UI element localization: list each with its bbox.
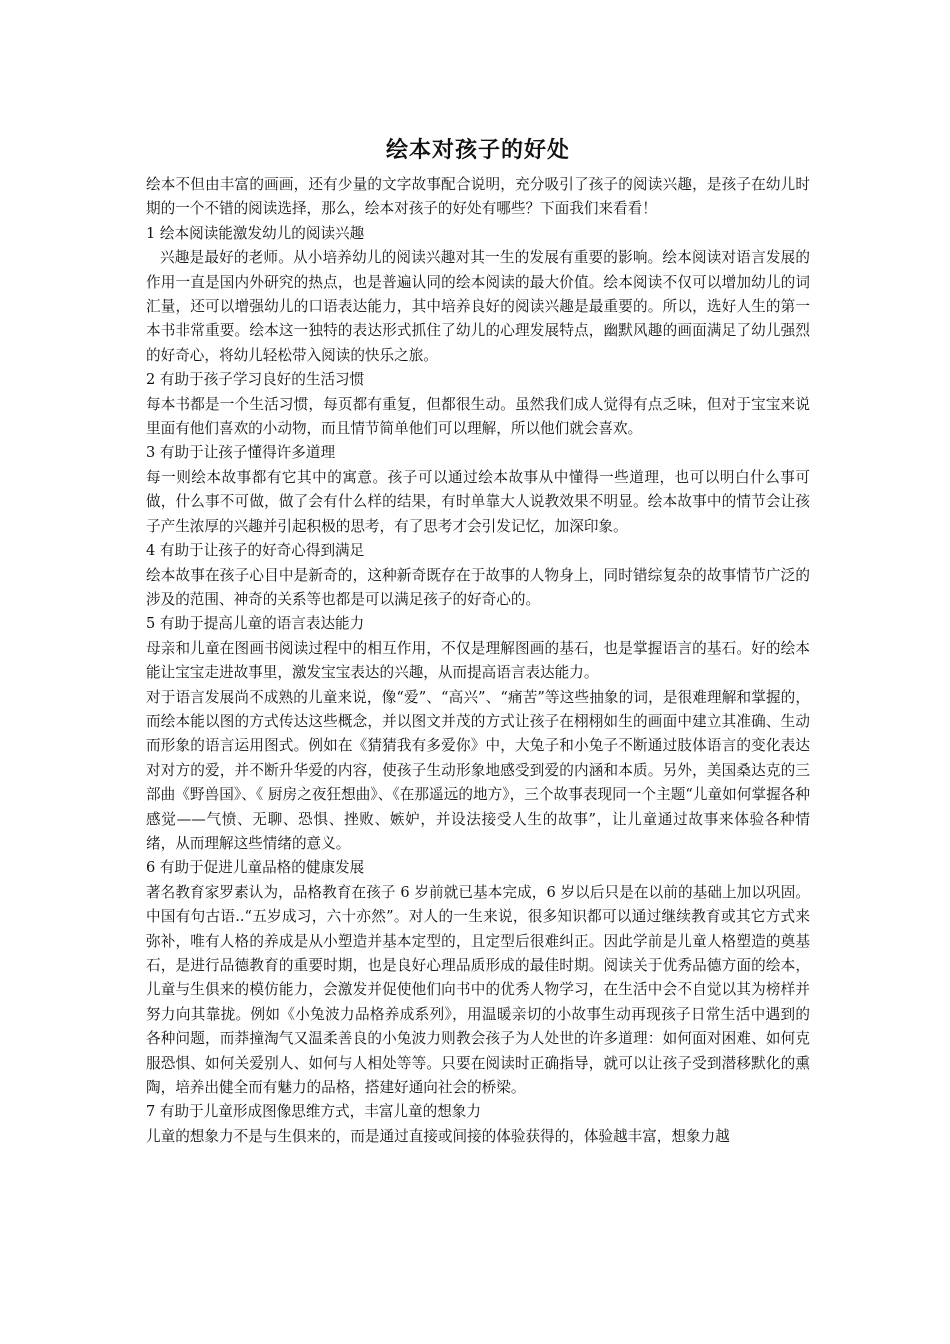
page-title: 绘本对孩子的好处: [385, 137, 570, 163]
section-2-paragraph: 每本书都是一个生活习惯，每页都有重复，但都很生动。虽然我们成人觉得有点乏味，但对于宝宝来说里面有他们喜欢的小动物，而且情节简单他们可以理解，所以他们就会喜欢。: [146, 395, 810, 438]
section-4-paragraph: 绘本故事在孩子心目中是新奇的，这种新奇既存在于故事的人物身上，同时错综复杂的故事情节广泛的涉及的范围、神奇的关系等也都是可以满足孩子的好奇心的。: [146, 566, 810, 608]
section-heading-7: 7 有助于儿童形成图像思维方式，丰富儿童的想象力: [146, 1103, 481, 1121]
section-5-paragraph-1: 母亲和儿童在图画书阅读过程中的相互作用，不仅是理解图画的基石，也是掌握语言的基石。好的绘本能让宝宝走进故事里，激发宝宝表达的兴趣，从而提高语言表达能力。: [146, 639, 810, 682]
section-3-paragraph: 每一则绘本故事都有它其中的寓意。孩子可以通过绘本故事从中懂得一些道理，也可以明白什么事可做，什么事不可做，做了会有什么样的结果，有时单靠大人说教效果不明显。绘本故事中的情节会让孩子产生浓厚的兴趣并引起积极的思考，有了思考才会引发记忆，加深印象。: [146, 468, 810, 535]
section-5-paragraph-2: 对于语言发展尚不成熟的儿童来说，像“爱”、“高兴”、“痛苦”等这些抽象的词，是很难理解和掌握的，而绘本能以图的方式传达这些概念，并以图文并茂的方式让孩子在栩栩如生的画面中建立其准确、生动而形象的语言运用图式。例如在《猜猜我有多爱你》中，大兔子和小兔子不断通过肢体语言的变化表达对对方的爱，并不断升华爱的内容，使孩子生动形象地感受到爱的内涵和本质。另外，美国桑达克的三部曲《野兽国》、《 厨房之夜狂想曲》、《在那遥远的地方》，三个故事表现同一个主题“儿童如何掌握各种感觉——气愤、无聊、恐惧、挫败、嫉妒，并设法接受人生的故事”，让儿童通过故事来体验各种情绪，从而理解这些情绪的意义。: [146, 688, 810, 852]
section-7-paragraph: 儿童的想象力不是与生俱来的，而是通过直接或间接的体验获得的，体验越丰富，想象力越: [146, 1127, 730, 1145]
section-heading-3: 3 有助于让孩子懂得许多道理: [146, 444, 336, 462]
intro-paragraph: 绘本不但由丰富的画画，还有少量的文字故事配合说明，充分吸引了孩子的阅读兴趣，是孩子在幼儿时期的一个不错的阅读选择，那么，绘本对孩子的好处有哪些？下面我们来看看！: [146, 176, 810, 218]
section-1-paragraph: 兴趣是最好的老师。从小培养幼儿的阅读兴趣对其一生的发展有重要的影响。绘本阅读对语言发展的作用一直是国内外研究的热点，也是普遍认同的绘本阅读的最大价值。绘本阅读不仅可以增加幼儿的词汇量，还可以增强幼儿的口语表达能力，其中培养良好的阅读兴趣是最重要的。所以，选好人生的第一本书非常重要。绘本这一独特的表达形式抓住了幼儿的心理发展特点，幽默风趣的画面满足了幼儿强烈的好奇心，将幼儿轻松带入阅读的快乐之旅。: [146, 249, 810, 364]
section-heading-5: 5 有助于提高儿童的语言表达能力: [146, 615, 365, 633]
section-heading-2: 2 有助于孩子学习良好的生活习惯: [146, 371, 365, 389]
section-heading-1: 1 绘本阅读能激发幼儿的阅读兴趣: [146, 224, 365, 242]
document-page: [146, 133, 810, 1149]
section-heading-4: 4 有助于让孩子的好奇心得到满足: [146, 542, 365, 560]
section-6-paragraph: 著名教育家罗素认为，品格教育在孩子 6 岁前就已基本完成，6 岁以后只是在以前的基础上加以巩固。中国有句古语..“五岁成习，六十亦然”。对人的一生来说，很多知识都可以通过继续教育或其它方式来弥补，唯有人格的养成是从小塑造并基本定型的，且定型后很难纠正。因此学前是儿童人格塑造的奠基石，是进行品德教育的重要时期，也是良好心理品质形成的最佳时期。阅读关于优秀品德方面的绘本，儿童与生俱来的模仿能力，会激发并促使他们向书中的优秀人物学习，在生活中会不自觉以其为榜样并努力向其靠拢。例如《小兔波力品格养成系列》，用温暖亲切的小故事生动再现孩子日常生活中遇到的各种问题，而莽撞淘气又温柔善良的小兔波力则教会孩子为人处世的许多道理：如何面对困难、如何克服恐惧、如何关爱别人、如何与人相处等等。只要在阅读时正确指导，就可以让孩子受到潜移默化的熏陶，培养出健全而有魅力的品格，搭建好通向社会的桥梁。: [146, 883, 810, 1097]
section-heading-6: 6 有助于促进儿童品格的健康发展: [146, 859, 365, 877]
